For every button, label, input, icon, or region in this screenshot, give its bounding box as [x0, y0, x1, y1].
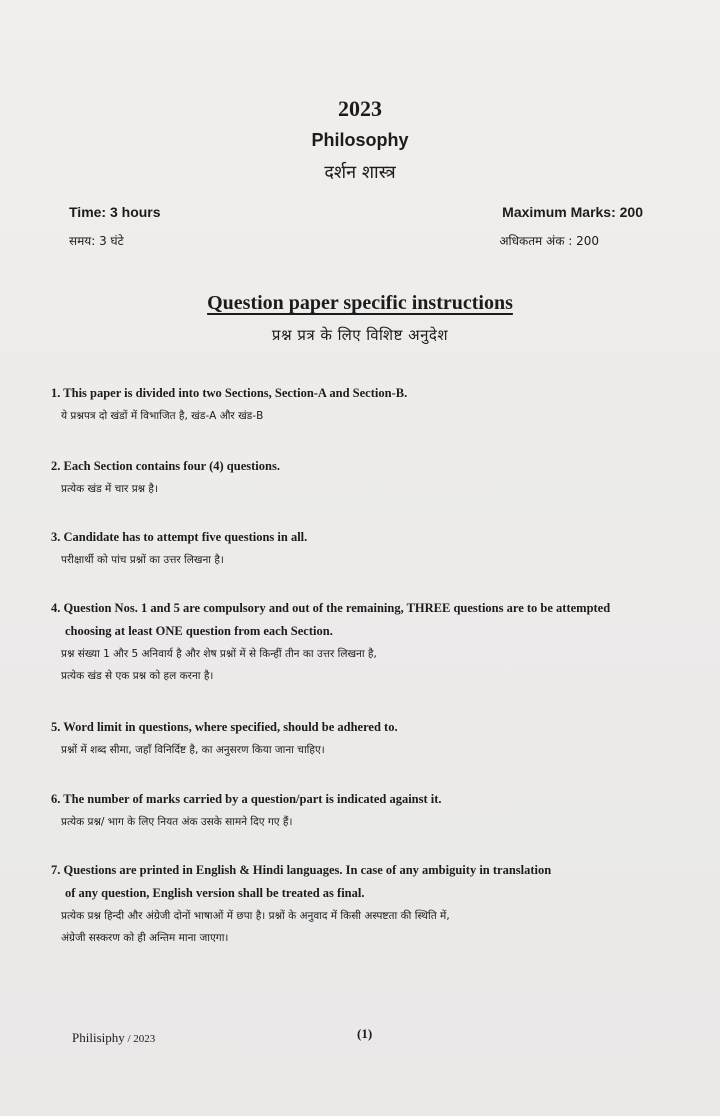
- instruction-hindi: प्रत्येक खंड में चार प्रश्न है।: [61, 483, 158, 495]
- exam-time: Time: 3 hours: [69, 204, 161, 220]
- instruction-english: 7. Questions are printed in English & Hindi languages. In case of any ambiguity in translation of any question, English version shall be treated as final.: [51, 863, 552, 900]
- instruction-item: [51, 597, 691, 687]
- instruction-item: [51, 716, 691, 761]
- instruction-hindi: प्रश्न संख्या 1 और 5 अनिवार्य है और शेष प्रश्नों में से किन्हीं तीन का उत्तर लिखना है,: [61, 648, 377, 660]
- instruction-hindi: प्रत्येक खंड से एक प्रश्न को हल करना है।: [61, 670, 214, 682]
- instruction-item: [51, 788, 691, 833]
- subject-title: Philosophy: [311, 130, 409, 150]
- footer-subject-year: Philisiphy / 2023: [72, 1030, 156, 1045]
- instruction-hindi: ये प्रश्नपत्र दो खंडों में विभाजित है, खंड-A और खंड-B: [61, 410, 264, 422]
- instruction-hindi: अंग्रेजी सस्करण को ही अन्तिम माना जाएगा।: [61, 932, 229, 944]
- instruction-english: 4. Question Nos. 1 and 5 are compulsory and out of the remaining, THREE questions are to be attempted choosing at least ONE question from each Section.: [51, 601, 611, 638]
- maximum-marks: Maximum Marks: 200: [502, 204, 643, 220]
- instructions-heading-hindi: प्रश्न प्रत्र के लिए विशिष्ट अनुदेश: [271, 326, 449, 344]
- instruction-item: [51, 382, 691, 427]
- page-number: (1): [357, 1026, 373, 1041]
- instruction-english: 2. Each Section contains four (4) questions.: [51, 459, 280, 473]
- instructions-heading: Question paper specific instructions: [207, 292, 513, 314]
- subject-title-hindi: दर्शन शास्त्र: [324, 162, 396, 183]
- instruction-english: 1. This paper is divided into two Sections, Section-A and Section-B.: [51, 386, 408, 400]
- instruction-english: 5. Word limit in questions, where specified, should be adhered to.: [51, 720, 398, 734]
- instruction-hindi: प्रत्येक प्रश्न/ भाग के लिए नियत अंक उसके सामने दिए गए हैं।: [61, 816, 293, 828]
- instruction-english: 3. Candidate has to attempt five questions in all.: [51, 530, 308, 544]
- maximum-marks-hindi: अधिकतम अंक : 200: [499, 234, 599, 248]
- instruction-hindi: प्रत्येक प्रश्न हिन्दी और अंग्रेजी दोनों भाषाओं में छपा है। प्रश्नों के अनुवाद में किसी अस्पष्टता की स्थिति में,: [61, 910, 450, 922]
- exam-year: 2023: [338, 96, 382, 121]
- exam-time-hindi: समय: 3 घंटे: [69, 234, 124, 248]
- instruction-item: [51, 455, 691, 500]
- instruction-item: [51, 526, 691, 571]
- instruction-english: 6. The number of marks carried by a question/part is indicated against it.: [51, 792, 442, 806]
- instruction-item: [51, 859, 691, 949]
- instruction-hindi: प्रश्नों में शब्द सीमा, जहाँ विनिर्दिष्ट है, का अनुसरण किया जाना चाहिए।: [61, 744, 325, 756]
- instruction-hindi: परीक्षार्थी को पांच प्रश्नों का उत्तर लिखना है।: [61, 554, 224, 566]
